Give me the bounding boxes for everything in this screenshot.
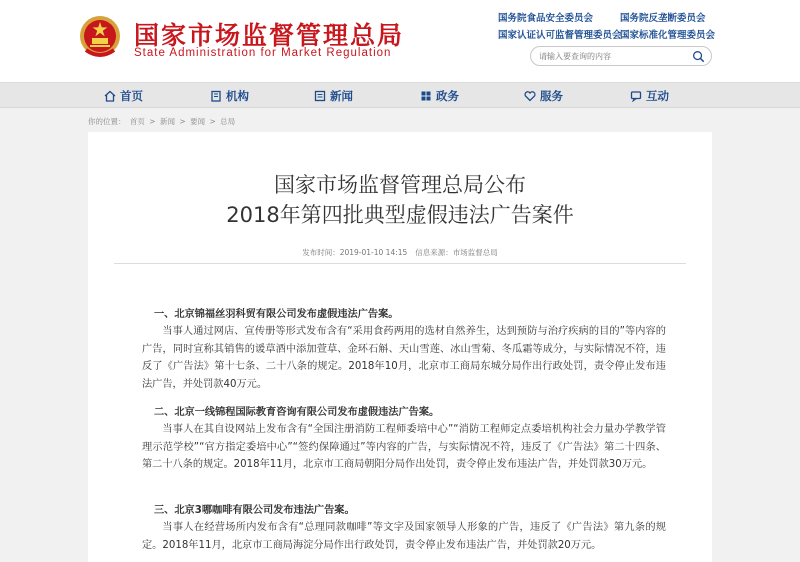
- meta-divider: [114, 263, 686, 264]
- chat-icon: [630, 90, 642, 102]
- main-nav: [0, 82, 800, 108]
- case-heading-3: 三、北京3哪咖啡有限公司发布违法广告案。: [154, 505, 355, 516]
- site-name-cn: 国家市场监督管理总局: [134, 21, 405, 50]
- nav-item-label: 政务: [436, 89, 459, 103]
- nav-item-organization[interactable]: [210, 83, 249, 109]
- case-text-1: 当事人通过网店、宣传册等形式发布含有“采用食药两用的选材自然养生，达到预防与治疗疾病的目的”等内容的广告，同时宣称其销售的谖草酒中添加萱草、金环石斛、天山雪莲、冰山雪菊、冬瓜霜等成分，与实际情况不符，违反了《广告法》第十七条、二十八条的规定。2018年10月，北京市工商局东城分局作出行政处罚，责令停止发布违法广告，并处罚款40万元。: [142, 326, 666, 390]
- nav-item-interaction[interactable]: [630, 83, 669, 109]
- breadcrumb-item-administration[interactable]: 总局: [220, 117, 236, 126]
- case-text-3: 当事人在经营场所内发布含有“总理同款咖啡”等文字及国家领导人形象的广告，违反了《广告法》第九条的规定。2018年11月，北京市工商局海淀分局作出行政处罚，责令停止发布违法广告，并处罚款20万元。: [142, 522, 666, 551]
- breadcrumb-item-headlines[interactable]: 要闻: [190, 117, 206, 126]
- breadcrumb-separator: >: [149, 117, 156, 126]
- nav-item-label: 首页: [120, 89, 143, 103]
- search-input[interactable]: [539, 49, 685, 63]
- breadcrumb-item-news[interactable]: 新闻: [159, 117, 175, 126]
- article-title: [88, 170, 712, 230]
- nav-item-news[interactable]: [314, 83, 353, 109]
- nav-item-label: 服务: [540, 89, 563, 103]
- top-link-food-safety[interactable]: 国务院食品安全委员会: [498, 13, 594, 24]
- nav-item-label: 互动: [646, 89, 669, 103]
- building-icon: [210, 90, 222, 102]
- nav-item-home[interactable]: [104, 83, 143, 109]
- article-panel: [88, 132, 712, 562]
- site-name-en: State Administration for Market Regulation: [134, 47, 392, 59]
- site-header: [0, 0, 800, 82]
- article-title-line2: 2018年第四批典型虚假违法广告案件: [226, 203, 574, 227]
- nav-item-services[interactable]: [524, 83, 563, 109]
- nav-item-label: 机构: [226, 89, 249, 103]
- top-link-certification[interactable]: 国家认证认可监督管理委员会: [498, 30, 622, 41]
- source-label: 信息来源：: [415, 248, 453, 257]
- published-time: 2019-01-10 14:15: [339, 248, 408, 257]
- nav-item-government[interactable]: [420, 83, 459, 109]
- top-link-antimonopoly[interactable]: 国务院反垄断委员会: [620, 13, 706, 24]
- breadcrumb-separator: >: [209, 117, 216, 126]
- breadcrumb-prefix: 你的位置：: [88, 117, 126, 126]
- breadcrumb: [88, 116, 237, 127]
- nav-item-label: 新闻: [330, 89, 353, 103]
- source-value: 市场监督总局: [452, 248, 498, 257]
- document-icon: [314, 90, 326, 102]
- case-heading-1: 一、北京锦福丝羽科贸有限公司发布虚假违法广告案。: [154, 309, 399, 320]
- home-icon: [104, 90, 116, 102]
- heart-icon: [524, 90, 536, 102]
- search-icon[interactable]: [692, 50, 705, 63]
- national-emblem-icon: [78, 14, 122, 60]
- article-meta: [88, 247, 712, 258]
- case-heading-2: 二、北京一线锦程国际教育咨询有限公司发布虚假违法广告案。: [154, 407, 440, 418]
- top-link-standardization[interactable]: 国家标准化管理委员会: [620, 30, 716, 41]
- published-label: 发布时间：: [302, 248, 340, 257]
- search-box: [530, 46, 712, 66]
- article-title-line1: 国家市场监督管理总局公布: [274, 173, 526, 197]
- breadcrumb-item-home[interactable]: 首页: [129, 117, 145, 126]
- case-text-2: 当事人在其自设网站上发布含有“全国注册消防工程师委培中心”“消防工程师定点委培机构社会力量办学教学管理示范学校”“官方指定委培中心”“签约保障通过”等内容的广告，与实际情况不符，违反了《广告法》第二十四条、第二十八条的规定。2018年11月，北京市工商局朝阳分局作出处罚，责令停止发布违法广告，并处罚款30万元。: [142, 424, 666, 471]
- breadcrumb-separator: >: [179, 117, 186, 126]
- grid-icon: [420, 90, 432, 102]
